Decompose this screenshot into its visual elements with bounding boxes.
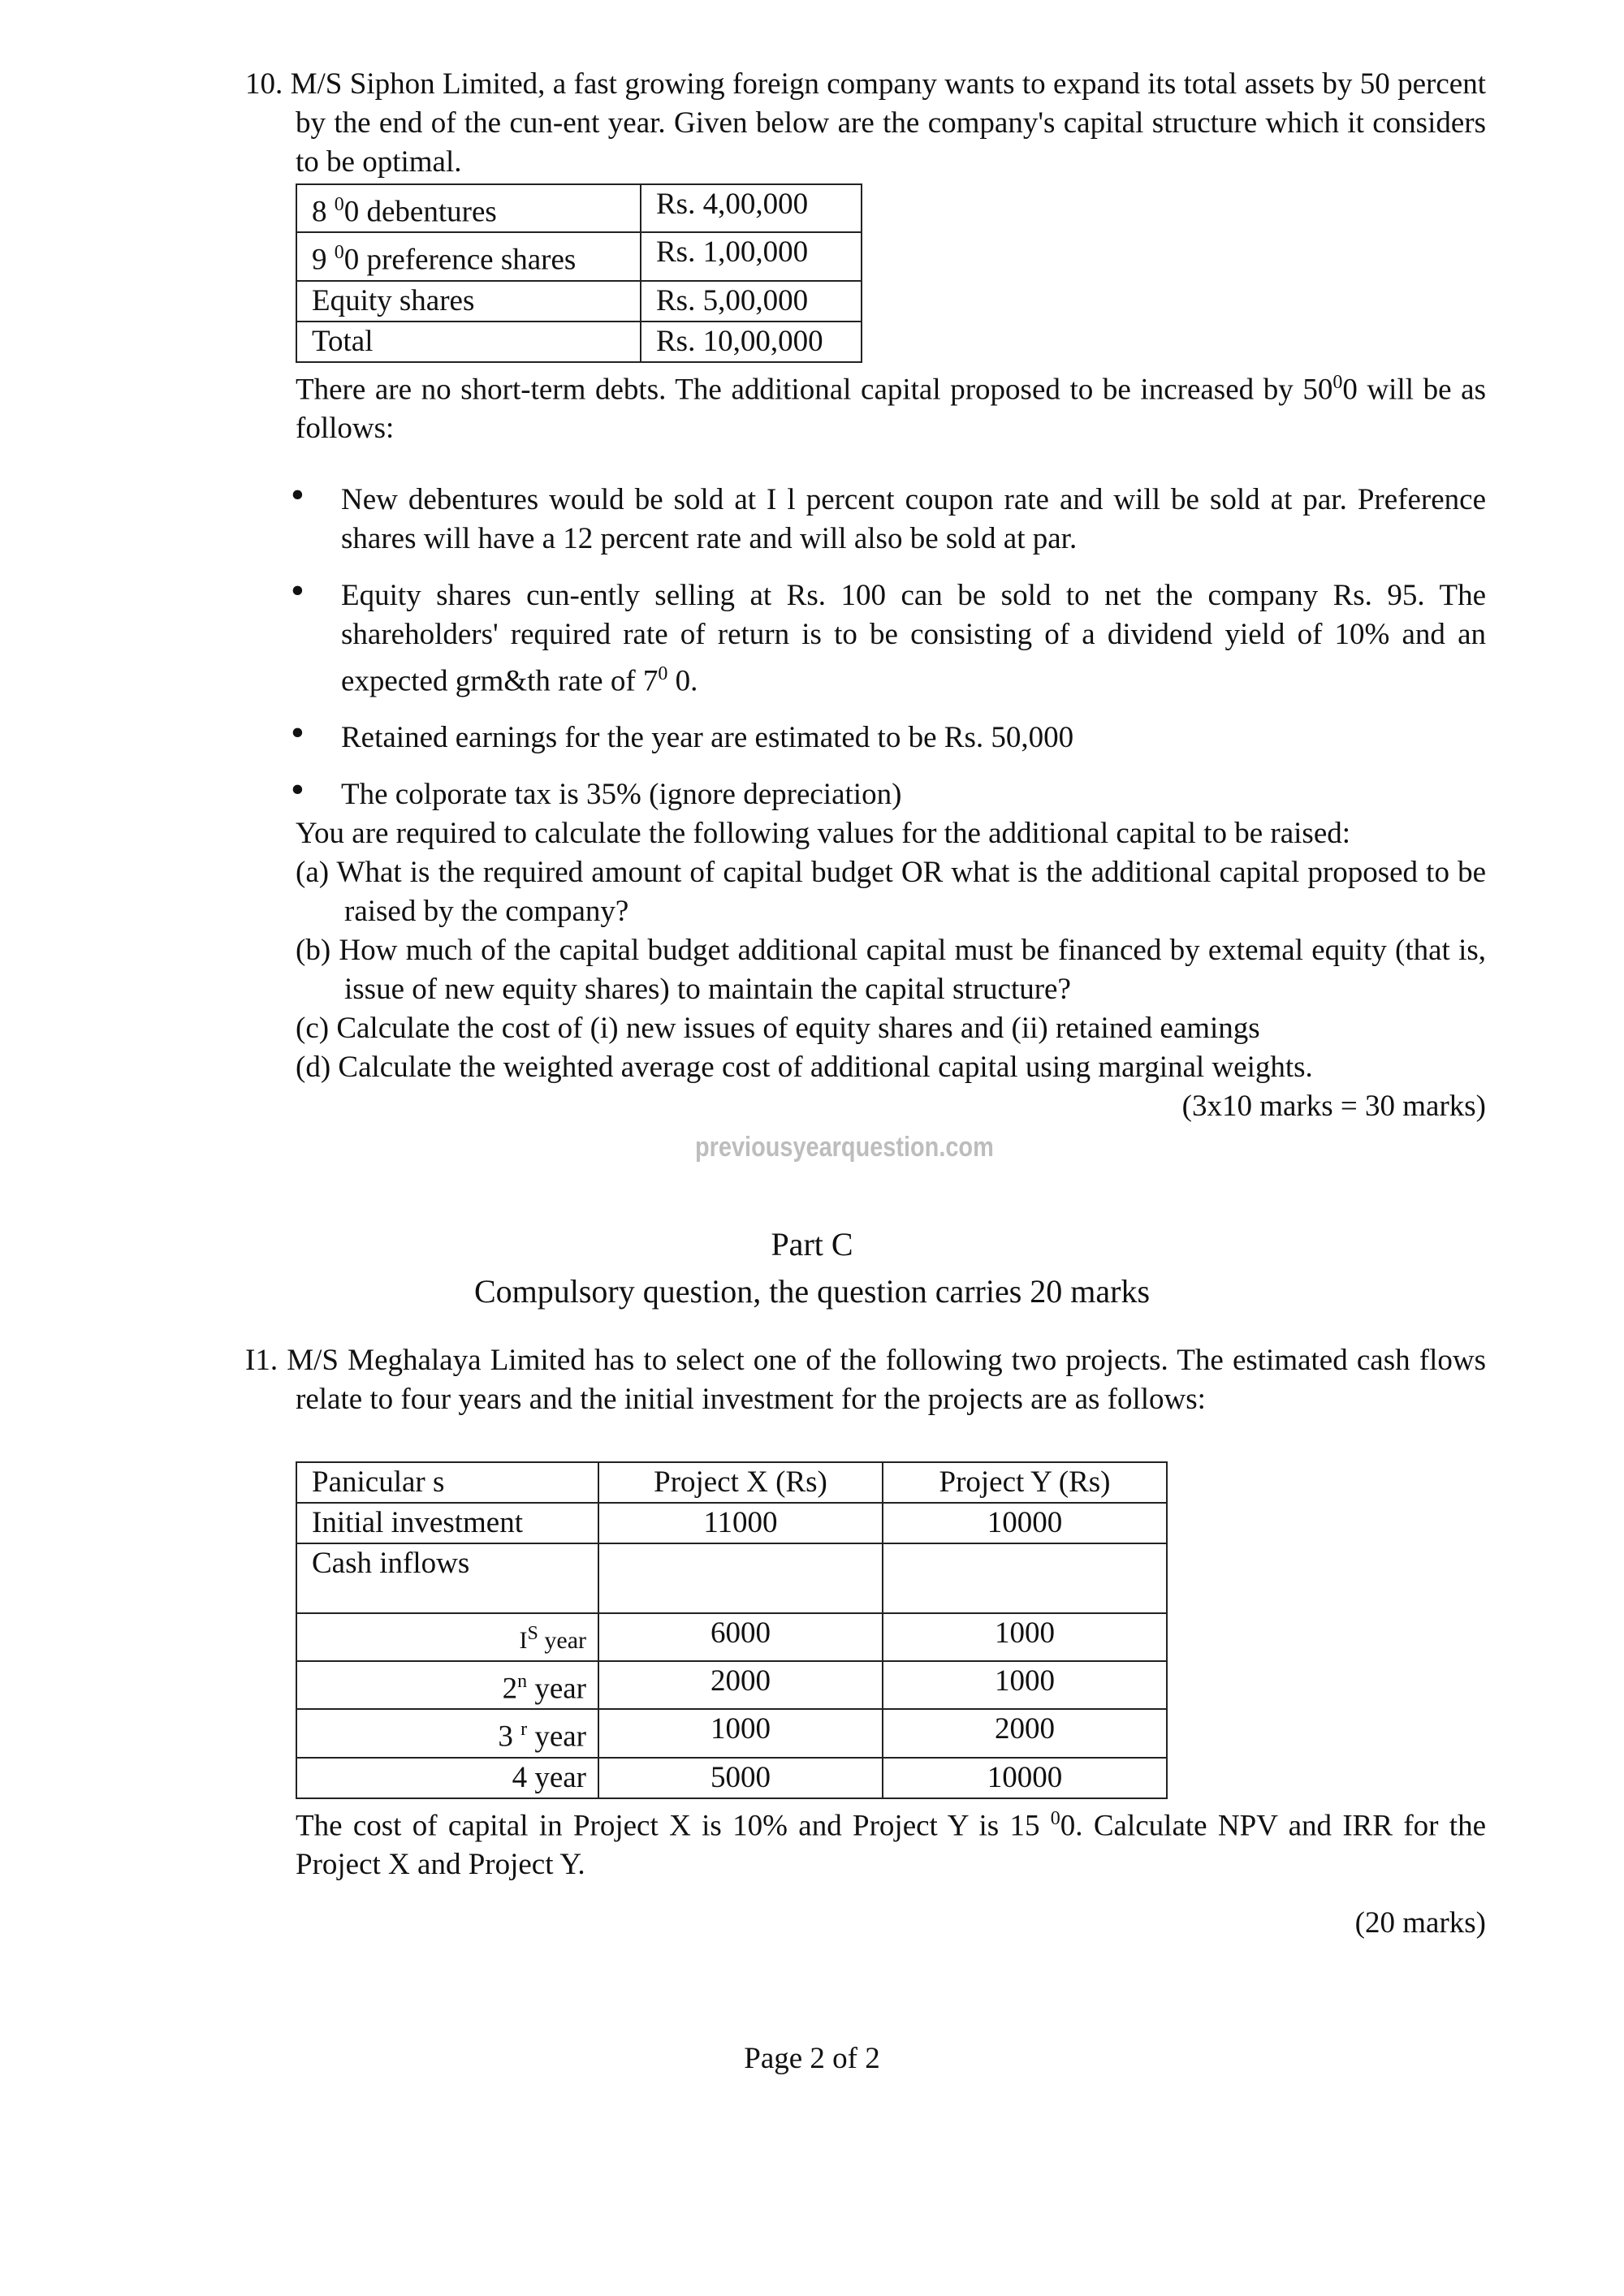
- list-item: • The colporate tax is 35% (ignore depreciation): [341, 775, 1486, 814]
- table-cell: Rs. 1,00,000: [641, 232, 862, 280]
- table-cell: [883, 1543, 1167, 1613]
- table-row: [296, 184, 862, 232]
- list-item: • Equity shares cun-ently selling at Rs. 100 can be sold to net the company Rs. 95. The shareholders' required rate of return is to be consisting of a dividend yield of 10% and an expected grm&th rate of $7^0$ 0.: [341, 576, 1486, 701]
- question-10: [245, 65, 1486, 1126]
- table-cell: Cash inflows: [296, 1543, 598, 1613]
- table-cell: Equity shares: [296, 281, 641, 322]
- q11-intro: [245, 1341, 1486, 1419]
- q10-after-table: There are no short-term debts. The additional capital proposed to be increased by $50^00$ will be as follows:: [296, 371, 1486, 445]
- q11-closing: The cost of capital in Project X is 10% and Project Y is 15 $^0$0. Calculate NPV and IRR for the Project X and Project Y.: [296, 1807, 1486, 1881]
- table-cell: 10000: [883, 1503, 1167, 1543]
- table-cell: 2000: [883, 1709, 1167, 1757]
- q11-intro-text: M/S Meghalaya Limited has to select one of the following two projects. The estimated cash flows relate to four years and the initial investment for the projects are as follows:: [287, 1344, 1487, 1416]
- page-footer: Page 2 of 2: [744, 2042, 880, 2075]
- table-cell: Rs. 4,00,000: [641, 184, 862, 232]
- table-cell: 10000: [883, 1758, 1167, 1798]
- table-row: [296, 1661, 1167, 1709]
- table-header-cell: Project Y (Rs): [883, 1462, 1167, 1503]
- table-cell: $I^S$ year: [296, 1613, 598, 1661]
- q11-number: I1.: [245, 1344, 279, 1377]
- table-row: [296, 1613, 1167, 1661]
- q10-part-c: (c) Calculate the cost of (i) new issues of equity shares and (ii) retained eamings: [296, 1012, 1260, 1046]
- watermark-text: previousyearquestion.com: [695, 1132, 994, 1163]
- table-cell: 9 $^0$0 preference shares: [296, 232, 641, 280]
- capital-structure-table: [296, 183, 862, 363]
- table-cell: 5000: [598, 1758, 883, 1798]
- list-item: • New debentures would be sold at I l percent coupon rate and will be sold at par. Preference shares will have a 12 percent rate and will also be sold at par.: [341, 481, 1486, 559]
- table-cell: Initial investment: [296, 1503, 598, 1543]
- q10-part-b: (b) How much of the capital budget additional capital must be financed by extemal equity (that is, issue of new equity shares) to maintain the capital structure?: [296, 934, 1486, 1007]
- q11-marks: (20 marks): [1354, 1905, 1486, 1940]
- q10-requirement: You are required to calculate the following values for the additional capital to be raised:: [296, 817, 1351, 851]
- table-header-cell: Panicular s: [296, 1462, 598, 1503]
- q10-marks: (3x10 marks = 30 marks): [1181, 1090, 1486, 1124]
- table-row: [296, 1543, 1167, 1613]
- q10-intro: [245, 65, 1486, 182]
- question-11: [245, 1341, 1486, 1943]
- q10-number: 10.: [245, 67, 283, 101]
- table-cell: 2$^n$ year: [296, 1661, 598, 1709]
- q10-part-a: (a) What is the required amount of capital budget OR what is the additional capital proposed to be raised by the company?: [296, 856, 1486, 929]
- table-cell: 8 $^0$0 debentures: [296, 184, 641, 232]
- table-row: [296, 1758, 1167, 1798]
- q10-part-d: (d) Calculate the weighted average cost of additional capital using marginal weights.: [296, 1051, 1313, 1085]
- table-cell: 1000: [883, 1661, 1167, 1709]
- table-cell: 1000: [883, 1613, 1167, 1661]
- part-c-heading: [0, 1221, 1624, 1315]
- q10-intro-text: M/S Siphon Limited, a fast growing foreign company wants to expand its total assets by 50 percent by the end of the cun-ent year. Given below are the company's capital structure which it considers to be optimal.: [290, 67, 1487, 179]
- table-cell: 3 $^r$ year: [296, 1709, 598, 1757]
- list-item: • Retained earnings for the year are estimated to be Rs. 50,000: [341, 719, 1486, 757]
- table-cell: Total: [296, 322, 641, 362]
- part-c-subtitle: Compulsory question, the question carries 20 marks: [473, 1273, 1151, 1310]
- part-c-title: Part C: [771, 1226, 853, 1262]
- table-row: [296, 1462, 1167, 1503]
- table-cell: 2000: [598, 1661, 883, 1709]
- table-cell: Rs. 10,00,000: [641, 322, 862, 362]
- table-row: [296, 232, 862, 280]
- table-row: [296, 1709, 1167, 1757]
- table-cell: 6000: [598, 1613, 883, 1661]
- table-cell: 4 year: [296, 1758, 598, 1798]
- table-row: [296, 281, 862, 322]
- table-row: [296, 1503, 1167, 1543]
- table-cell: [598, 1543, 883, 1613]
- table-cell: 1000: [598, 1709, 883, 1757]
- table-cell: 11000: [598, 1503, 883, 1543]
- project-cashflow-table: [296, 1461, 1168, 1799]
- table-header-cell: Project X (Rs): [598, 1462, 883, 1503]
- table-row: [296, 322, 862, 362]
- table-cell: Rs. 5,00,000: [641, 281, 862, 322]
- q10-bullet-list: [341, 481, 1486, 814]
